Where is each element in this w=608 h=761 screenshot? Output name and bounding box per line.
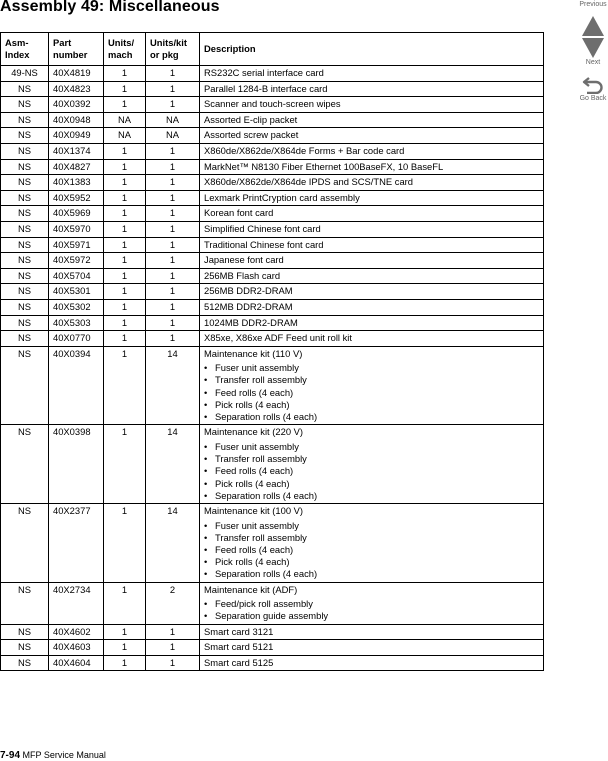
part-number-cell: 40X5952: [49, 190, 104, 206]
list-item-text: Separation guide assembly: [215, 610, 329, 622]
kit-contents-list: [204, 598, 539, 622]
table-row: [1, 112, 544, 128]
list-item-text: Transfer roll assembly: [215, 453, 307, 465]
units-mach-cell: 1: [104, 655, 146, 671]
col-units-mach-label: Units/ mach: [108, 37, 135, 60]
description-text: Lexmark PrintCryption card assembly: [204, 191, 360, 203]
units-mach-cell: 1: [104, 175, 146, 191]
description-text: 512MB DDR2-DRAM: [204, 300, 293, 312]
description-text: Scanner and touch-screen wipes: [204, 98, 341, 110]
table-row: [1, 503, 544, 582]
table-row: [1, 268, 544, 284]
description-text: Japanese font card: [204, 254, 284, 266]
description-cell: [200, 221, 544, 237]
units-mach-cell: 1: [104, 66, 146, 82]
list-item: [204, 478, 539, 490]
units-kit-cell: 1: [146, 97, 200, 113]
description-cell: [200, 112, 544, 128]
units-mach-cell: 1: [104, 143, 146, 159]
part-number-cell: 40X2734: [49, 582, 104, 624]
units-mach-cell: 1: [104, 346, 146, 425]
units-mach-cell: 1: [104, 221, 146, 237]
units-kit-cell: 1: [146, 640, 200, 656]
col-units-kit: [146, 33, 200, 66]
description-cell: [200, 640, 544, 656]
list-item: [204, 453, 539, 465]
units-mach-cell: 1: [104, 159, 146, 175]
list-item: [204, 490, 539, 502]
description-text: 256MB Flash card: [204, 269, 281, 281]
description-cell: [200, 253, 544, 269]
units-mach-cell: NA: [104, 112, 146, 128]
description-text: 1024MB DDR2-DRAM: [204, 316, 298, 328]
page-title: Assembly 49: Miscellaneous: [0, 0, 220, 15]
part-number-cell: 40X0948: [49, 112, 104, 128]
asm-index-cell: NS: [1, 655, 49, 671]
description-cell: [200, 655, 544, 671]
list-item-text: Fuser unit assembly: [215, 362, 299, 374]
units-mach-cell: 1: [104, 81, 146, 97]
units-mach-cell: 1: [104, 284, 146, 300]
asm-index-cell: NS: [1, 315, 49, 331]
asm-index-cell: 49-NS: [1, 66, 49, 82]
units-kit-cell: 14: [146, 425, 200, 504]
asm-index-cell: NS: [1, 175, 49, 191]
part-number-cell: 40X1374: [49, 143, 104, 159]
part-number-cell: 40X5971: [49, 237, 104, 253]
part-number-cell: 40X4602: [49, 624, 104, 640]
asm-index-cell: NS: [1, 299, 49, 315]
units-kit-cell: 1: [146, 237, 200, 253]
asm-index-cell: NS: [1, 582, 49, 624]
units-kit-cell: 1: [146, 206, 200, 222]
description-cell: [200, 582, 544, 624]
col-asm-index-label: Asm- Index: [5, 37, 30, 60]
previous-arrow-icon[interactable]: [582, 16, 604, 36]
col-part-number-label: Part number: [53, 37, 88, 60]
description-cell: [200, 624, 544, 640]
part-number-cell: 40X5704: [49, 268, 104, 284]
part-number-cell: 40X0392: [49, 97, 104, 113]
list-item-text: Feed rolls (4 each): [215, 465, 294, 477]
description-text: Maintenance kit (220 V): [204, 426, 304, 438]
part-number-cell: 40X4604: [49, 655, 104, 671]
next-arrow-icon[interactable]: [582, 38, 604, 58]
list-item: [204, 465, 539, 477]
part-number-cell: 40X5301: [49, 284, 104, 300]
units-mach-cell: 1: [104, 425, 146, 504]
table-row: [1, 128, 544, 144]
go-back-icon[interactable]: [581, 76, 605, 94]
description-text: MarkNet™ N8130 Fiber Ethernet 100BaseFX, 10 BaseFL: [204, 160, 444, 172]
units-kit-cell: 1: [146, 253, 200, 269]
table-row: [1, 346, 544, 425]
table-row: [1, 159, 544, 175]
manual-title: MFP Service Manual: [22, 750, 106, 760]
description-text: Smart card 3121: [204, 625, 274, 637]
page-navigation: [572, 0, 608, 104]
description-cell: [200, 175, 544, 191]
units-mach-cell: 1: [104, 268, 146, 284]
description-cell: [200, 206, 544, 222]
description-cell: [200, 190, 544, 206]
asm-index-cell: NS: [1, 143, 49, 159]
description-cell: [200, 284, 544, 300]
table-row: [1, 206, 544, 222]
list-item: [204, 568, 539, 580]
list-item: [204, 441, 539, 453]
previous-label: Previous: [579, 1, 607, 8]
description-cell: [200, 331, 544, 347]
list-item: [204, 556, 539, 568]
units-mach-cell: 1: [104, 253, 146, 269]
list-item: [204, 411, 539, 423]
units-mach-cell: 1: [104, 206, 146, 222]
units-kit-cell: 1: [146, 624, 200, 640]
asm-index-cell: NS: [1, 237, 49, 253]
list-item: [204, 610, 539, 622]
part-number-cell: 40X5972: [49, 253, 104, 269]
part-number-cell: 40X0949: [49, 128, 104, 144]
asm-index-cell: NS: [1, 159, 49, 175]
list-item-text: Feed rolls (4 each): [215, 543, 294, 555]
units-kit-cell: 1: [146, 284, 200, 300]
list-item-text: Separation rolls (4 each): [215, 411, 318, 423]
description-cell: [200, 128, 544, 144]
description-text: Parallel 1284-B interface card: [204, 82, 328, 94]
description-cell: [200, 315, 544, 331]
list-item-text: Separation rolls (4 each): [215, 489, 318, 501]
units-kit-cell: 1: [146, 331, 200, 347]
units-kit-cell: NA: [146, 112, 200, 128]
next-label: Next: [585, 59, 601, 66]
asm-index-cell: NS: [1, 425, 49, 504]
part-number-cell: 40X0770: [49, 331, 104, 347]
units-mach-cell: 1: [104, 503, 146, 582]
go-back-label: Go Back: [579, 95, 607, 102]
part-number-cell: 40X5969: [49, 206, 104, 222]
description-text: X860de/X862de/X864de Forms + Bar code card: [204, 144, 405, 156]
part-number-cell: 40X2377: [49, 503, 104, 582]
list-item-text: Feed/pick roll assembly: [215, 598, 313, 610]
list-item-text: Transfer roll assembly: [215, 531, 307, 543]
units-mach-cell: 1: [104, 640, 146, 656]
description-cell: [200, 346, 544, 425]
description-text: RS232C serial interface card: [204, 67, 324, 78]
units-kit-cell: 1: [146, 221, 200, 237]
table-row: [1, 582, 544, 624]
description-cell: [200, 237, 544, 253]
description-cell: [200, 268, 544, 284]
description-text: 256MB DDR2-DRAM: [204, 285, 293, 297]
units-kit-cell: 1: [146, 315, 200, 331]
table-row: [1, 66, 544, 82]
units-mach-cell: 1: [104, 299, 146, 315]
description-cell: [200, 503, 544, 582]
asm-index-cell: NS: [1, 640, 49, 656]
asm-index-cell: NS: [1, 503, 49, 582]
description-text: Assorted screw packet: [204, 129, 299, 141]
table-row: [1, 190, 544, 206]
units-kit-cell: 1: [146, 299, 200, 315]
list-item-text: Pick rolls (4 each): [215, 556, 290, 568]
units-kit-cell: 2: [146, 582, 200, 624]
description-cell: [200, 66, 544, 82]
table-row: [1, 143, 544, 159]
list-item-text: Feed rolls (4 each): [215, 386, 294, 398]
description-cell: [200, 299, 544, 315]
description-cell: [200, 97, 544, 113]
list-item: [204, 374, 539, 386]
list-item: [204, 544, 539, 556]
col-units-kit-label: Units/kit or pkg: [150, 37, 187, 60]
part-number-cell: 40X5970: [49, 221, 104, 237]
part-number-cell: 40X5303: [49, 315, 104, 331]
units-mach-cell: NA: [104, 128, 146, 144]
asm-index-cell: NS: [1, 190, 49, 206]
table-row: [1, 97, 544, 113]
asm-index-cell: NS: [1, 221, 49, 237]
col-description: [200, 33, 544, 66]
part-number-cell: 40X4819: [49, 66, 104, 82]
units-kit-cell: 1: [146, 81, 200, 97]
part-number-cell: 40X0398: [49, 425, 104, 504]
list-item: [204, 362, 539, 374]
list-item: [204, 598, 539, 610]
asm-index-cell: NS: [1, 112, 49, 128]
asm-index-cell: NS: [1, 128, 49, 144]
description-cell: [200, 159, 544, 175]
col-asm-index: [1, 33, 49, 66]
asm-index-cell: NS: [1, 97, 49, 113]
table-row: [1, 299, 544, 315]
col-part-number: [49, 33, 104, 66]
description-cell: [200, 81, 544, 97]
units-kit-cell: 1: [146, 143, 200, 159]
list-item-text: Pick rolls (4 each): [215, 398, 290, 410]
description-text: Maintenance kit (110 V): [204, 347, 303, 359]
units-mach-cell: 1: [104, 190, 146, 206]
kit-contents-list: [204, 520, 539, 581]
table-header-row: [1, 33, 544, 66]
units-kit-cell: 1: [146, 655, 200, 671]
description-text: X860de/X862de/X864de IPDS and SCS/TNE card: [204, 176, 413, 188]
units-mach-cell: 1: [104, 237, 146, 253]
description-cell: [200, 143, 544, 159]
asm-index-cell: NS: [1, 268, 49, 284]
asm-index-cell: NS: [1, 624, 49, 640]
list-item-text: Separation rolls (4 each): [215, 568, 318, 580]
asm-index-cell: NS: [1, 253, 49, 269]
parts-table: [0, 32, 544, 671]
list-item-text: Pick rolls (4 each): [215, 477, 290, 489]
units-kit-cell: 14: [146, 346, 200, 425]
part-number-cell: 40X1383: [49, 175, 104, 191]
description-text: Smart card 5125: [204, 656, 274, 668]
asm-index-cell: NS: [1, 284, 49, 300]
part-number-cell: 40X0394: [49, 346, 104, 425]
units-mach-cell: 1: [104, 582, 146, 624]
table-row: [1, 640, 544, 656]
description-text: Maintenance kit (100 V): [204, 504, 304, 516]
col-description-label: Description: [204, 43, 256, 54]
units-kit-cell: NA: [146, 128, 200, 144]
list-item: [204, 532, 539, 544]
part-number-cell: 40X4603: [49, 640, 104, 656]
asm-index-cell: NS: [1, 346, 49, 425]
table-row: [1, 81, 544, 97]
units-mach-cell: 1: [104, 331, 146, 347]
kit-contents-list: [204, 441, 539, 502]
description-text: Maintenance kit (ADF): [204, 583, 298, 595]
units-kit-cell: 1: [146, 159, 200, 175]
units-mach-cell: 1: [104, 315, 146, 331]
list-item-text: Fuser unit assembly: [215, 440, 299, 452]
part-number-cell: 40X4823: [49, 81, 104, 97]
units-kit-cell: 1: [146, 66, 200, 82]
col-units-mach: [104, 33, 146, 66]
part-number-cell: 40X4827: [49, 159, 104, 175]
table-row: [1, 175, 544, 191]
units-kit-cell: 1: [146, 268, 200, 284]
description-text: Traditional Chinese font card: [204, 238, 324, 250]
table-row: [1, 624, 544, 640]
units-kit-cell: 1: [146, 175, 200, 191]
units-mach-cell: 1: [104, 624, 146, 640]
table-row: [1, 284, 544, 300]
description-text: Korean font card: [204, 207, 274, 219]
units-kit-cell: 14: [146, 503, 200, 582]
description-text: Assorted E-clip packet: [204, 113, 298, 125]
table-row: [1, 221, 544, 237]
table-row: [1, 237, 544, 253]
table-row: [1, 331, 544, 347]
table-row: [1, 425, 544, 504]
table-row: [1, 315, 544, 331]
table-row: [1, 253, 544, 269]
asm-index-cell: NS: [1, 206, 49, 222]
table-row: [1, 655, 544, 671]
asm-index-cell: NS: [1, 331, 49, 347]
units-kit-cell: 1: [146, 190, 200, 206]
list-item: [204, 520, 539, 532]
kit-contents-list: [204, 362, 539, 423]
list-item: [204, 399, 539, 411]
list-item: [204, 387, 539, 399]
description-cell: [200, 425, 544, 504]
description-text: Simplified Chinese font card: [204, 222, 321, 234]
part-number-cell: 40X5302: [49, 299, 104, 315]
units-mach-cell: 1: [104, 97, 146, 113]
description-text: Smart card 5121: [204, 641, 274, 653]
list-item-text: Fuser unit assembly: [215, 519, 299, 531]
description-text: X85xe, X86xe ADF Feed unit roll kit: [204, 332, 352, 344]
asm-index-cell: NS: [1, 81, 49, 97]
page-number: 7-94: [0, 750, 21, 761]
page-footer: [0, 750, 106, 761]
list-item-text: Transfer roll assembly: [215, 374, 307, 386]
